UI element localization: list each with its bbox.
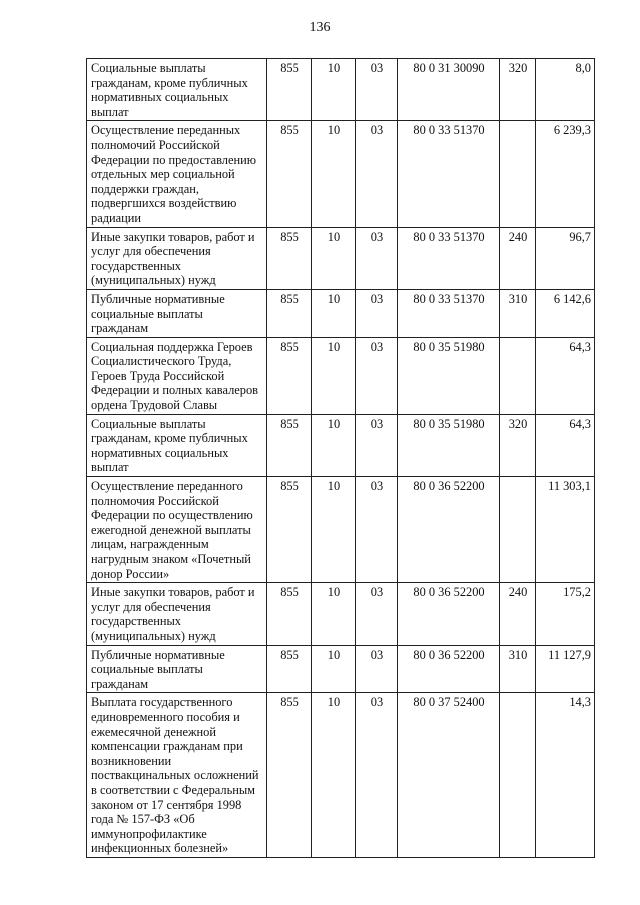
cell-expense-type bbox=[500, 477, 536, 583]
table-row bbox=[87, 121, 595, 227]
cell-section: 10 bbox=[312, 227, 356, 289]
cell-subsection: 03 bbox=[356, 414, 398, 476]
cell-subsection: 03 bbox=[356, 227, 398, 289]
cell-target: 80 0 37 52400 bbox=[398, 693, 500, 858]
cell-section: 10 bbox=[312, 414, 356, 476]
table-row bbox=[87, 693, 595, 858]
cell-ministry: 855 bbox=[267, 693, 312, 858]
table-row bbox=[87, 289, 595, 337]
cell-amount: 11 303,1 bbox=[536, 477, 595, 583]
cell-amount: 14,3 bbox=[536, 693, 595, 858]
cell-amount: 11 127,9 bbox=[536, 645, 595, 693]
cell-subsection: 03 bbox=[356, 693, 398, 858]
cell-target: 80 0 36 52200 bbox=[398, 477, 500, 583]
cell-name: Осуществление переданных полномочий Российской Федерации по предоставлению отдельных мер социальной поддержки граждан, подвергшихся воздействию радиации bbox=[87, 121, 267, 227]
cell-ministry: 855 bbox=[267, 477, 312, 583]
cell-subsection: 03 bbox=[356, 59, 398, 121]
cell-section: 10 bbox=[312, 337, 356, 414]
cell-section: 10 bbox=[312, 59, 356, 121]
cell-target: 80 0 35 51980 bbox=[398, 414, 500, 476]
cell-section: 10 bbox=[312, 693, 356, 858]
cell-section: 10 bbox=[312, 477, 356, 583]
cell-ministry: 855 bbox=[267, 645, 312, 693]
table-row bbox=[87, 59, 595, 121]
cell-subsection: 03 bbox=[356, 645, 398, 693]
cell-amount: 175,2 bbox=[536, 583, 595, 645]
table-row bbox=[87, 477, 595, 583]
cell-expense-type bbox=[500, 121, 536, 227]
cell-name: Выплата государственного единовременного пособия и ежемесячной денежной компенсации гражданам при возникновении поствакцинальных осложнений в соответствии с Федеральным законом от 17 сентября 1998 года № 157-ФЗ «Об иммунопрофилактике инфекционных болезней» bbox=[87, 693, 267, 858]
cell-amount: 6 142,6 bbox=[536, 289, 595, 337]
cell-section: 10 bbox=[312, 121, 356, 227]
cell-ministry: 855 bbox=[267, 227, 312, 289]
cell-subsection: 03 bbox=[356, 583, 398, 645]
cell-amount: 64,3 bbox=[536, 414, 595, 476]
cell-amount: 64,3 bbox=[536, 337, 595, 414]
table-row bbox=[87, 227, 595, 289]
cell-ministry: 855 bbox=[267, 121, 312, 227]
cell-expense-type bbox=[500, 337, 536, 414]
cell-target: 80 0 36 52200 bbox=[398, 645, 500, 693]
cell-amount: 96,7 bbox=[536, 227, 595, 289]
cell-target: 80 0 31 30090 bbox=[398, 59, 500, 121]
cell-subsection: 03 bbox=[356, 289, 398, 337]
cell-expense-type: 240 bbox=[500, 227, 536, 289]
cell-ministry: 855 bbox=[267, 59, 312, 121]
cell-expense-type: 310 bbox=[500, 645, 536, 693]
cell-target: 80 0 33 51370 bbox=[398, 289, 500, 337]
cell-expense-type: 310 bbox=[500, 289, 536, 337]
cell-ministry: 855 bbox=[267, 289, 312, 337]
cell-expense-type: 320 bbox=[500, 59, 536, 121]
table-row bbox=[87, 583, 595, 645]
cell-name: Социальные выплаты гражданам, кроме публичных нормативных социальных выплат bbox=[87, 414, 267, 476]
table-row bbox=[87, 645, 595, 693]
cell-target: 80 0 36 52200 bbox=[398, 583, 500, 645]
cell-ministry: 855 bbox=[267, 414, 312, 476]
cell-expense-type: 320 bbox=[500, 414, 536, 476]
cell-name: Социальные выплаты гражданам, кроме публичных нормативных социальных выплат bbox=[87, 59, 267, 121]
cell-section: 10 bbox=[312, 583, 356, 645]
cell-name: Иные закупки товаров, работ и услуг для обеспечения государственных (муниципальных) нужд bbox=[87, 227, 267, 289]
table-row bbox=[87, 337, 595, 414]
cell-subsection: 03 bbox=[356, 477, 398, 583]
cell-target: 80 0 35 51980 bbox=[398, 337, 500, 414]
cell-amount: 6 239,3 bbox=[536, 121, 595, 227]
table-row bbox=[87, 414, 595, 476]
cell-target: 80 0 33 51370 bbox=[398, 121, 500, 227]
cell-expense-type: 240 bbox=[500, 583, 536, 645]
cell-amount: 8,0 bbox=[536, 59, 595, 121]
cell-name: Социальная поддержка Героев Социалистического Труда, Героев Труда Российской Федерации и полных кавалеров ордена Трудовой Славы bbox=[87, 337, 267, 414]
cell-section: 10 bbox=[312, 645, 356, 693]
cell-section: 10 bbox=[312, 289, 356, 337]
cell-ministry: 855 bbox=[267, 583, 312, 645]
budget-table bbox=[86, 58, 595, 858]
cell-subsection: 03 bbox=[356, 337, 398, 414]
page-number: 136 bbox=[309, 20, 331, 35]
cell-subsection: 03 bbox=[356, 121, 398, 227]
cell-ministry: 855 bbox=[267, 337, 312, 414]
cell-name: Осуществление переданного полномочия Российской Федерации по осуществлению ежегодной денежной выплаты лицам, награжденным нагрудным знаком «Почетный донор России» bbox=[87, 477, 267, 583]
cell-expense-type bbox=[500, 693, 536, 858]
cell-name: Публичные нормативные социальные выплаты гражданам bbox=[87, 289, 267, 337]
cell-name: Иные закупки товаров, работ и услуг для обеспечения государственных (муниципальных) нужд bbox=[87, 583, 267, 645]
cell-target: 80 0 33 51370 bbox=[398, 227, 500, 289]
cell-name: Публичные нормативные социальные выплаты гражданам bbox=[87, 645, 267, 693]
